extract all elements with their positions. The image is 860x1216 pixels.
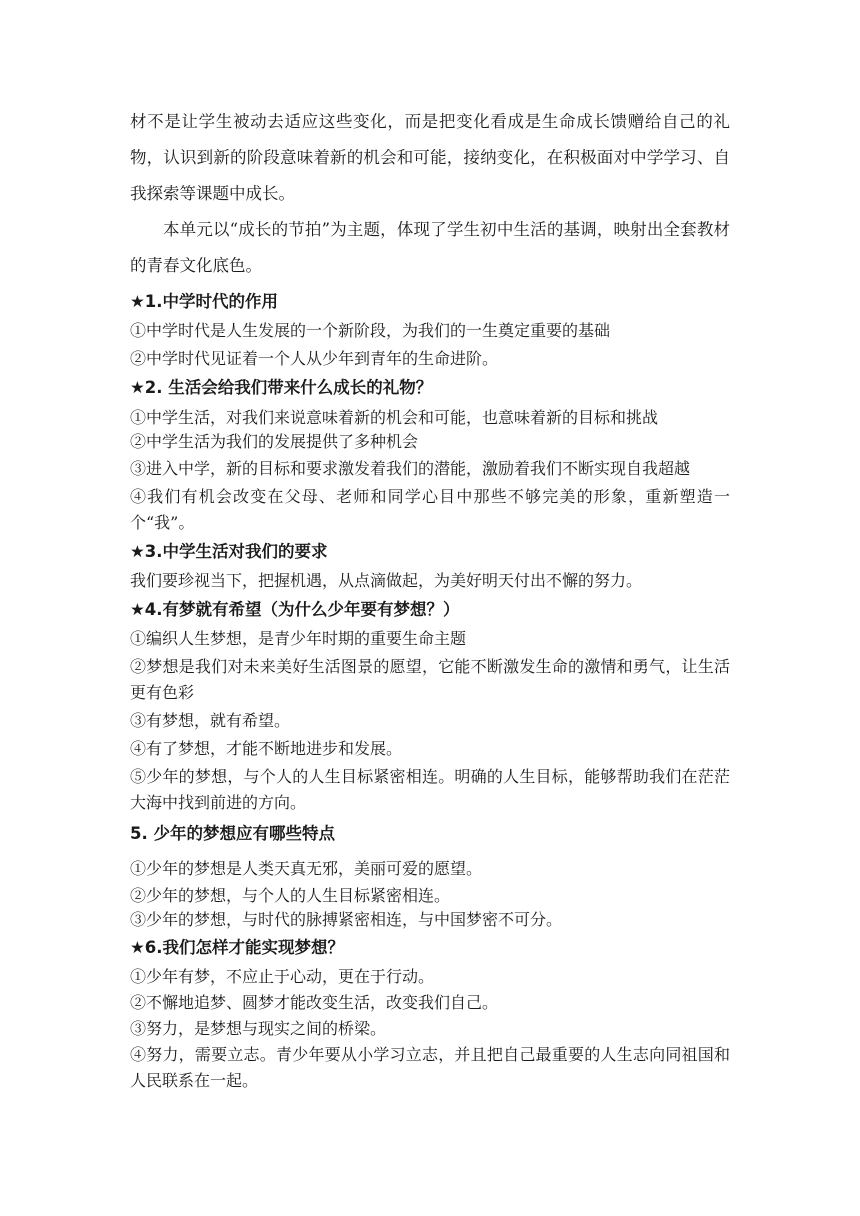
section-2 — [130, 374, 730, 536]
list-item: ②梦想是我们对未来美好生活图景的愿望，它能不断激发生命的激情和勇气，让生活更有色彩 — [130, 657, 730, 702]
section-4 — [130, 596, 730, 816]
intro-paragraph-1: 材不是让学生被动去适应这些变化，而是把变化看成是生命成长馈赠给自己的礼物，认识到新的阶段意味着新的机会和可能，接纳变化，在积极面对中学学习、自我探索等课题中成长。 — [130, 112, 730, 203]
list-item: ④努力，需要立志。青少年要从小学习立志，并且把自己最重要的人生志向同祖国和人民联系在一起。 — [130, 1045, 730, 1090]
list-item: ④有了梦想，才能不断地进步和发展。 — [130, 739, 403, 758]
section-5 — [130, 820, 730, 932]
list-item: ①编织人生梦想，是青少年时期的重要生命主题 — [130, 629, 467, 648]
section-heading: ★1.中学时代的作用 — [130, 292, 279, 311]
list-item: ①少年的梦想是人类天真无邪，美丽可爱的愿望。 — [130, 859, 483, 878]
list-item: ①中学生活，对我们来说意味着新的机会和可能，也意味着新的目标和挑战 — [130, 408, 659, 427]
section-1 — [130, 288, 730, 372]
list-item: ③有梦想，就有希望。 — [130, 711, 291, 730]
section-6 — [130, 934, 730, 1094]
list-item: ③进入中学，新的目标和要求激发着我们的潜能，激励着我们不断实现自我超越 — [130, 459, 691, 478]
intro-paragraph-2: 本单元以“成长的节拍”为主题，体现了学生初中生活的基调，映射出全套教材的青春文化底色。 — [130, 220, 730, 275]
section-heading: 5. 少年的梦想应有哪些特点 — [130, 824, 335, 843]
list-item: ③少年的梦想，与时代的脉搏紧密相连，与中国梦密不可分。 — [130, 910, 563, 929]
section-3 — [130, 538, 730, 594]
list-item: ⑤少年的梦想，与个人的人生目标紧密相连。明确的人生目标，能够帮助我们在茫茫大海中找到前进的方向。 — [130, 767, 730, 812]
section-heading: ★4.有梦就有希望（为什么少年要有梦想？） — [130, 600, 460, 619]
list-item: ②中学生活为我们的发展提供了多种机会 — [130, 432, 419, 451]
list-item: ④我们有机会改变在父母、老师和同学心目中那些不够完美的形象，重新塑造一个“我”。 — [130, 487, 730, 532]
list-item: ①中学时代是人生发展的一个新阶段，为我们的一生奠定重要的基础 — [130, 321, 611, 340]
list-item: ②不懈地追梦、圆梦才能改变生活，改变我们自己。 — [130, 993, 499, 1012]
list-item: 我们要珍视当下，把握机遇，从点滴做起，为美好明天付出不懈的努力。 — [130, 571, 643, 590]
list-item: ③努力，是梦想与现实之间的桥梁。 — [130, 1019, 387, 1038]
section-heading: ★3.中学生活对我们的要求 — [130, 542, 328, 561]
list-item: ②少年的梦想，与个人的人生目标紧密相连。 — [130, 886, 451, 905]
list-item: ②中学时代见证着一个人从少年到青年的生命进阶。 — [130, 349, 499, 368]
document-page — [130, 104, 730, 1094]
section-heading: ★2. 生活会给我们带来什么成长的礼物？ — [130, 378, 433, 397]
section-heading: ★6.我们怎样才能实现梦想？ — [130, 938, 345, 957]
list-item: ①少年有梦，不应止于心动，更在于行动。 — [130, 967, 435, 986]
